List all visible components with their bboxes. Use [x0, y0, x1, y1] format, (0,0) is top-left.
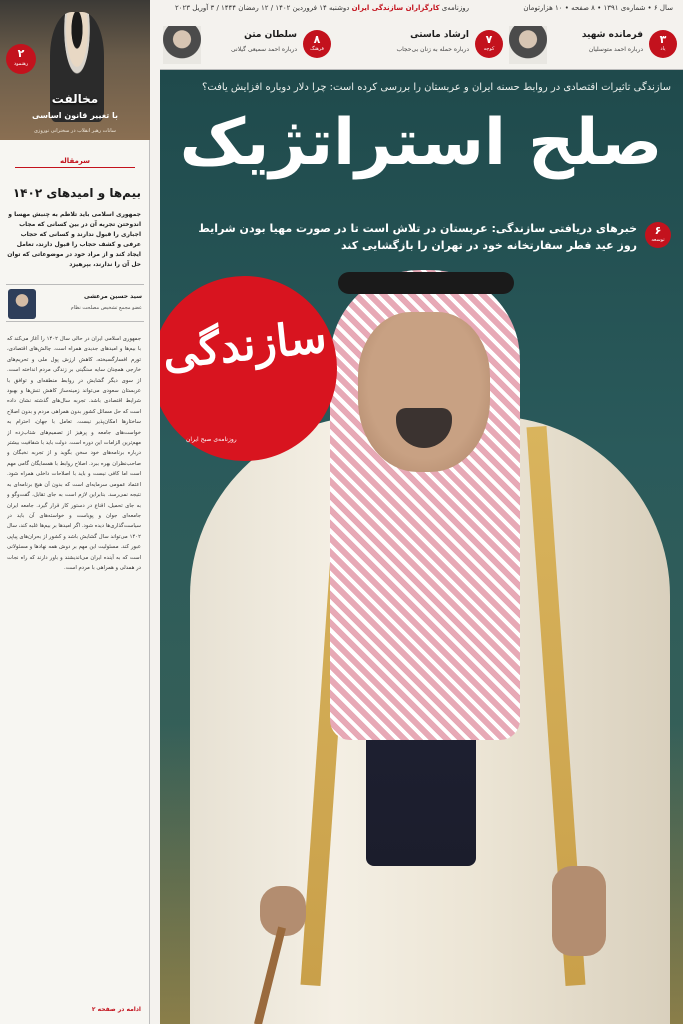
page-badge: ۳ یاد: [649, 30, 677, 58]
continue-link[interactable]: ادامه در صفحه ۲: [91, 1006, 141, 1013]
author-role: عضو مجمع تشخیص مصلحت نظام: [70, 305, 142, 311]
newspaper-logo: [160, 276, 337, 461]
page-badge: ۲ رهنمود: [6, 44, 36, 74]
subheadline: خبرهای دریافتی سازندگی: عربستان در تلاش است تا در صورت مهیا بودن شرایط روز عید فطر سفارتخانه خود در تهران را بازگشایی کند: [198, 222, 637, 252]
teaser-title: فرمانده شهید: [581, 30, 643, 40]
teaser-item[interactable]: [509, 22, 677, 68]
editorial-title[interactable]: بیم‌ها و امیدهای ۱۴۰۲: [12, 186, 141, 200]
teaser-title: ارشاد ماستی: [410, 30, 469, 40]
page-badge: ۶ توسعه: [645, 222, 671, 248]
photo-caption-title: مخالفت: [51, 92, 99, 106]
sidebar-column: [0, 0, 150, 1024]
photo-caption-source: سانات رهبر انقلاب در سخنرانی نوروزی: [33, 128, 116, 134]
paper-line-prefix: روزنامه‌ی: [441, 4, 469, 12]
teaser-subtitle: درباره حمله به زنان بی‌حجاب: [396, 46, 469, 53]
date-line: دوشنبه ۱۴ فروردین ۱۴۰۲ / ۱۲ رمضان ۱۴۴۴ / ۳ آوریل ۲۰۲۳: [175, 4, 350, 12]
teaser-title: سلطان متن: [244, 30, 297, 40]
main-headline[interactable]: صلح استراتژیک: [179, 106, 663, 180]
section-label: سرمقاله: [0, 157, 150, 168]
issue-line: سال ۶ • شماره‌ی ۱۳۹۱ • ۸ صفحه • ۱۰ هزارتومان: [523, 4, 673, 12]
teaser-item[interactable]: [335, 22, 503, 68]
editorial-body: جمهوری اسلامی ایران در حالی سال ۱۴۰۲ را آغاز می‌کند که با بیم‌ها و امیدهای جدیدی همراه است. چالش‌های اقتصادی، تورم افسارگسیخته، کاهش ارزش پول ملی و تحریم‌های خارجی همچنان سایه سنگینی بر زندگی مردم انداخته است. از سوی دیگر گشایش در روابط منطقه‌ای و توافق با عربستان سعودی می‌تواند زمینه‌ساز کاهش تنش‌ها و بهبود شرایط اقتصادی باشد. تجربه سال‌های گذشته نشان داده است که حل مسائل کشور بدون همراهی مردم و بدون اصلاح ساختارها امکان‌پذیر نیست. تعامل با جهان، احترام به خواست‌های جامعه و پرهیز از تصمیم‌های شتاب‌زده از مهم‌ترین الزامات این دوره است. دولت باید با شفافیت بیشتر درباره برنامه‌های خود سخن بگوید و از تجربه نخبگان و صاحب‌نظران بهره ببرد. اصلاح روابط با همسایگان گامی مهم است اما کافی نیست و باید با اصلاحات داخلی همراه شود. اعتماد عمومی سرمایه‌ای است که بدون آن هیچ برنامه‌ای به نتیجه نمی‌رسد. بنابراین لازم است به جای تقابل، گفت‌وگو و به جای تحمیل، اقناع در دستور کار قرار گیرد. جامعه ایران جامعه‌ای جوان و پویاست و خواسته‌های آن باید در سیاست‌گذاری‌ها دیده شود. اگر امیدها بر بیم‌ها غلبه کند، سال ۱۴۰۲ می‌تواند سال گشایش باشد و کشور از بحران‌های پیاپی عبور کند. مسئولیت این مهم بر دوش همه نهادها و مسئولانی است که به آینده ایران می‌اندیشند و باور دارند که راه نجات در همدلی و همراهی با مردم است.: [7, 336, 141, 571]
paper-name: کارگزاران سازندگی ایران: [351, 4, 440, 12]
teaser-photo: [163, 26, 201, 64]
hero-section: [160, 70, 683, 1024]
logo-tagline: روزنامه‌ی صبح ایران: [186, 436, 237, 443]
hand: [552, 866, 606, 956]
author-photo: [8, 289, 36, 319]
author-name: سید حسین مرعشی: [84, 293, 142, 300]
teaser-row: [160, 22, 683, 70]
page-badge: ۷ کوچه: [475, 30, 503, 58]
paper-line: [175, 4, 469, 12]
photo-caption-subtitle: با تغییر قانون اساسی: [31, 111, 119, 120]
author-box: [6, 284, 144, 322]
agal: [338, 272, 514, 294]
sidebar-photo[interactable]: [0, 0, 150, 140]
page-badge: ۸ فرهنگ: [303, 30, 331, 58]
teaser-subtitle: درباره احمد متوسلیان: [588, 46, 643, 53]
headline-kicker: سازندگی تاثیرات اقتصادی در روابط حسنه ایران و عربستان را بررسی کرده است: چرا دلار دوباره افزایش یافت؟: [202, 82, 671, 93]
teaser-subtitle: درباره احمد سمیعی گیلانی: [231, 46, 297, 53]
teaser-item[interactable]: [163, 22, 331, 68]
face: [358, 312, 490, 472]
logo-wordmark: سازندگی: [160, 311, 329, 380]
editorial-lead: جمهوری اسلامی باید تلاطم به چنبش مهسا و اندوختن تجربه آن در بین کسانی که مجاب اجباری را قبول ندارند و کسانی که حجاب عرفی و کشف حجاب را قبول دارند، تعامل ایجاد کند و از مراد خود در موضوعاتی که توان حل آن را ندارند، بپرهیزد: [7, 211, 141, 268]
teaser-photo: [509, 26, 547, 64]
